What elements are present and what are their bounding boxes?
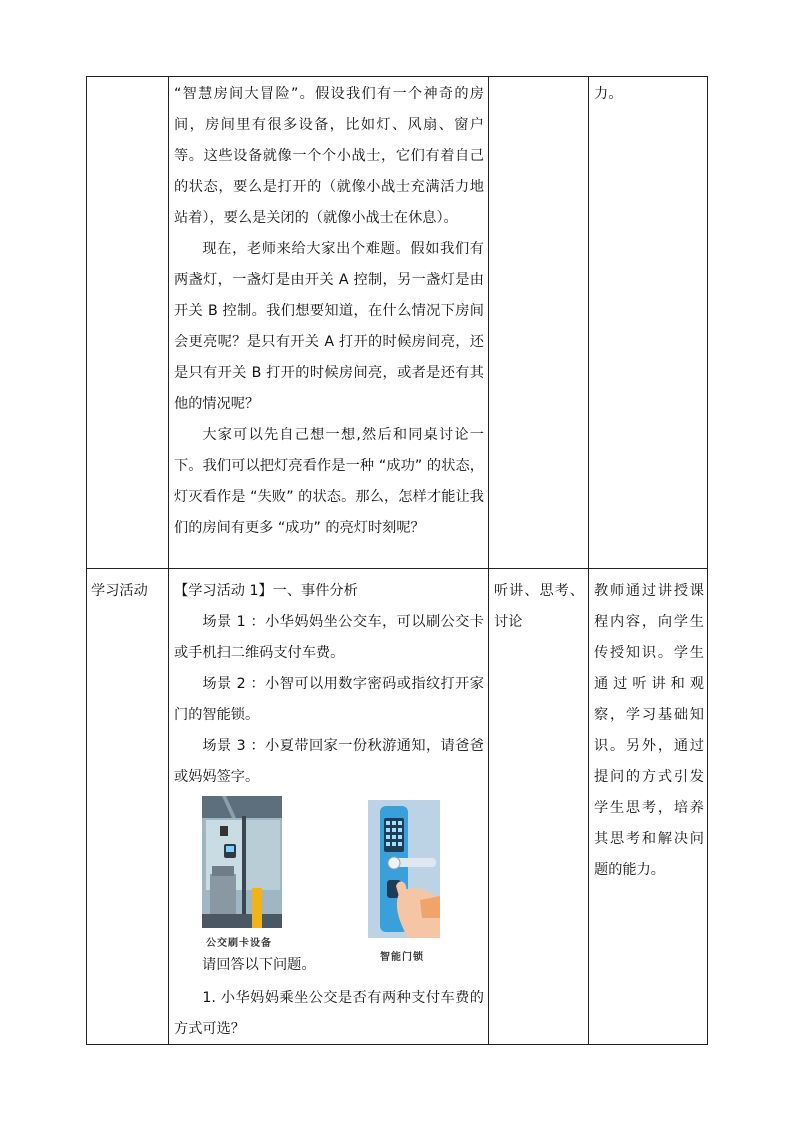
- bus-card-reader-caption: 公交刷卡设备: [206, 938, 272, 949]
- table-col-divider-1: [168, 76, 169, 1045]
- table-row-divider: [86, 568, 708, 569]
- smart-lock-caption: 智能门锁: [380, 952, 424, 963]
- activity-label: 学习活动: [91, 583, 148, 599]
- student-activity-cell: [494, 576, 584, 638]
- lesson-table: [86, 76, 708, 1045]
- table-border-left: [86, 76, 87, 1045]
- activity-prompt: 请回答以下问题。: [202, 957, 316, 973]
- scene-2: 场景 2 ：小智可以用数字密码或指纹打开家门的智能锁。: [174, 676, 484, 723]
- activity-heading: 【学习活动 1】一、事件分析: [174, 583, 358, 599]
- table-col-divider-3: [588, 76, 589, 1045]
- top-content-cell: [174, 79, 484, 544]
- question-1: 1. 小华妈妈乘坐公交是否有两种支付车费的方式可选？: [174, 990, 484, 1037]
- top-paragraph-2: 现在，老师来给大家出个难题。假如我们有两盏灯，一盏灯是由开关 A 控制，另一盏灯是由开关 B 控制。我们想要知道，在什么情况下房间会更亮呢？是只有开关 A 打开的时候房间亮，还是只有开关 B 打开的时候房间亮，或者是还有其他的情况呢？: [174, 241, 484, 412]
- activity-prompt-cell: [174, 950, 484, 1045]
- table-border-top: [86, 76, 708, 77]
- activity-intent-text: 教师通过讲授课程内容，向学生传授知识。学生通过听讲和观察，学习基础知识。另外，通过提问的方式引发学生思考，培养其思考和解决问题的能力。: [594, 583, 704, 878]
- smart-lock-image: [368, 800, 440, 938]
- table-border-right: [707, 76, 708, 1045]
- activity-content-cell: [174, 576, 484, 793]
- activity-label-cell: [91, 576, 166, 607]
- bus-illustration: [202, 796, 282, 928]
- top-intent-text: 力。: [594, 86, 623, 102]
- student-activity-text: 听讲、思考、讨论: [494, 583, 584, 630]
- smart-lock-illustration: [368, 800, 440, 938]
- top-intent-cell: [594, 79, 704, 110]
- top-paragraph-1: “智慧房间大冒险”。假设我们有一个神奇的房间，房间里有很多设备，比如灯、风扇、窗户等。这些设备就像一个个小战士，它们有着自己的状态，要么是打开的（就像小战士充满活力地站着），要么是关闭的（就像小战士在休息）。: [174, 86, 484, 226]
- scene-1: 场景 1 ：小华妈妈坐公交车，可以刷公交卡或手机扫二维码支付车费。: [174, 614, 484, 661]
- bus-card-reader-image: [202, 796, 282, 928]
- top-paragraph-3: 大家可以先自己想一想,然后和同桌讨论一下。我们可以把灯亮看作是一种 “成功” 的状态，灯灭看作是 “失败” 的状态。那么，怎样才能让我们的房间有更多 “成功” 的亮灯时刻呢？: [174, 427, 484, 536]
- scene-3: 场景 3 ：小夏带回家一份秋游通知，请爸爸或妈妈签字。: [174, 738, 484, 785]
- table-col-divider-2: [488, 76, 489, 1045]
- activity-intent-cell: [594, 576, 704, 886]
